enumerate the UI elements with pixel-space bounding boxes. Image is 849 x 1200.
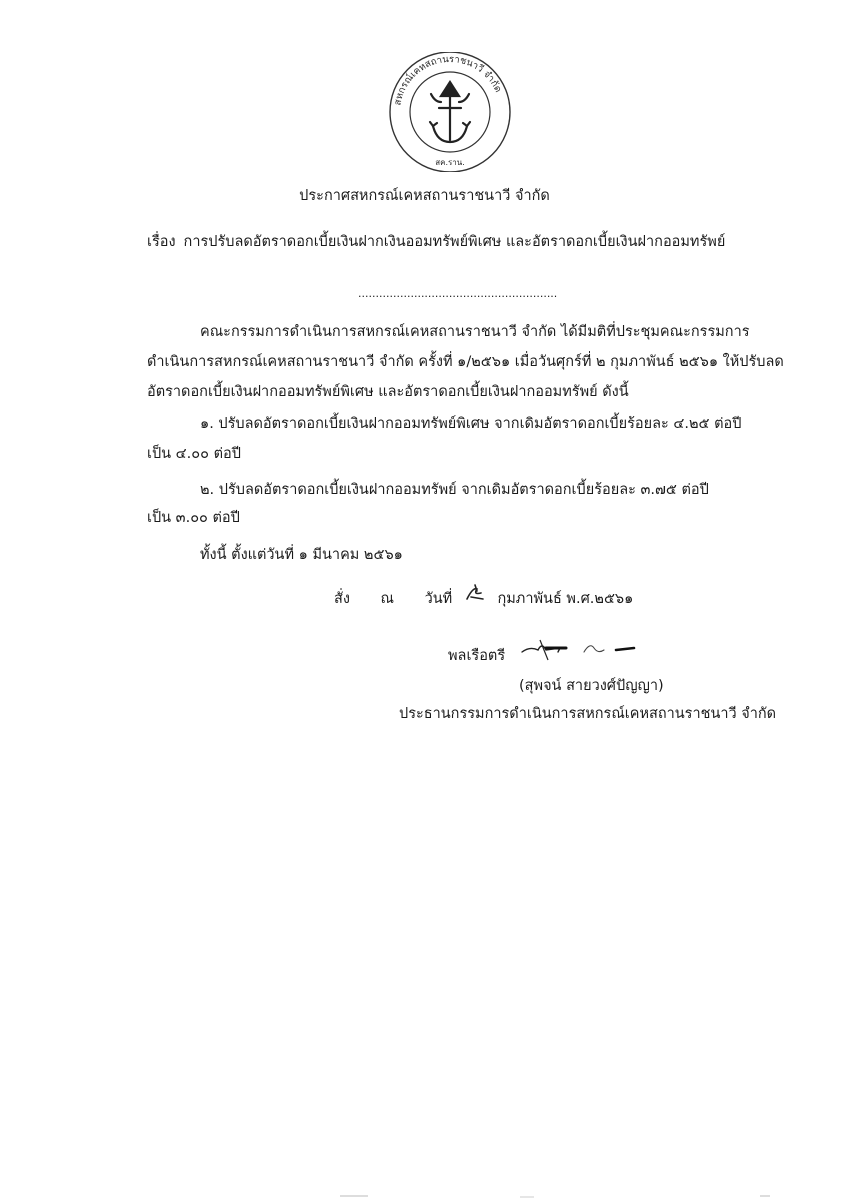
day-label: วันที่ xyxy=(424,591,453,607)
item-1-line-2: เป็น ๔.๐๐ ต่อปี xyxy=(147,446,241,462)
seal-ring-text: สหกรณ์เคหสถานราชนาวี จำกัด xyxy=(392,53,504,107)
effective-date: ทั้งนี้ ตั้งแต่วันที่ ๑ มีนาคม ๒๕๖๑ xyxy=(200,547,403,563)
body-line-1: คณะกรรมการดำเนินการสหกรณ์เคหสถานราชนาวี จำกัด ได้มีมติที่ประชุมคณะกรรมการ xyxy=(200,324,750,340)
signer-name: (สุพจน์ สายวงศ์ปัญญา) xyxy=(519,678,664,694)
signer-rank: พลเรือตรี xyxy=(448,648,506,664)
announcement-title: ประกาศสหกรณ์เคหสถานราชนาวี จำกัด xyxy=(299,188,550,204)
subject-label: เรื่อง xyxy=(147,234,176,250)
order-label: สั่ง xyxy=(334,591,350,607)
body-line-2: ดำเนินการสหกรณ์เคหสถานราชนาวี จำกัด ครั้งที่ ๑/๒๕๖๑ เมื่อวันศุกร์ที่ ๒ กุมภาพันธ์ ๒๕๖๑ ให้ปรับลด xyxy=(147,354,784,370)
seal-bottom-text: สค.ราน. xyxy=(435,158,465,167)
cooperative-anchor-seal-icon xyxy=(375,52,525,172)
subject-line xyxy=(147,232,725,252)
item-2-line-2: เป็น ๓.๐๐ ต่อปี xyxy=(147,510,240,526)
signer-position: ประธานกรรมการดำเนินการสหกรณ์เคหสถานราชนาวี จำกัด xyxy=(399,706,777,722)
separator-dots: ......................................................... xyxy=(358,287,558,300)
month-year: กุมภาพันธ์ พ.ศ.๒๕๖๑ xyxy=(497,591,634,607)
scan-edge-marks xyxy=(0,1186,849,1200)
item-2-line-1: ๒. ปรับลดอัตราดอกเบี้ยเงินฝากออมทรัพย์ จากเดิมอัตราดอกเบี้ยร้อยละ ๓.๗๕ ต่อปี xyxy=(200,482,709,498)
date-line xyxy=(334,583,659,609)
handwritten-day-icon xyxy=(463,583,487,603)
handwritten-signature-icon xyxy=(520,636,640,664)
body-line-3: อัตราดอกเบี้ยเงินฝากออมทรัพย์พิเศษ และอัตราดอกเบี้ยเงินฝากออมทรัพย์ ดังนี้ xyxy=(147,384,629,400)
at-label: ณ xyxy=(380,591,394,607)
subject-text: การปรับลดอัตราดอกเบี้ยเงินฝากเงินออมทรัพย์พิเศษ และอัตราดอกเบี้ยเงินฝากออมทรัพย์ xyxy=(183,234,726,250)
item-1-line-1: ๑. ปรับลดอัตราดอกเบี้ยเงินฝากออมทรัพย์พิเศษ จากเดิมอัตราดอกเบี้ยร้อยละ ๔.๒๕ ต่อปี xyxy=(200,416,742,432)
